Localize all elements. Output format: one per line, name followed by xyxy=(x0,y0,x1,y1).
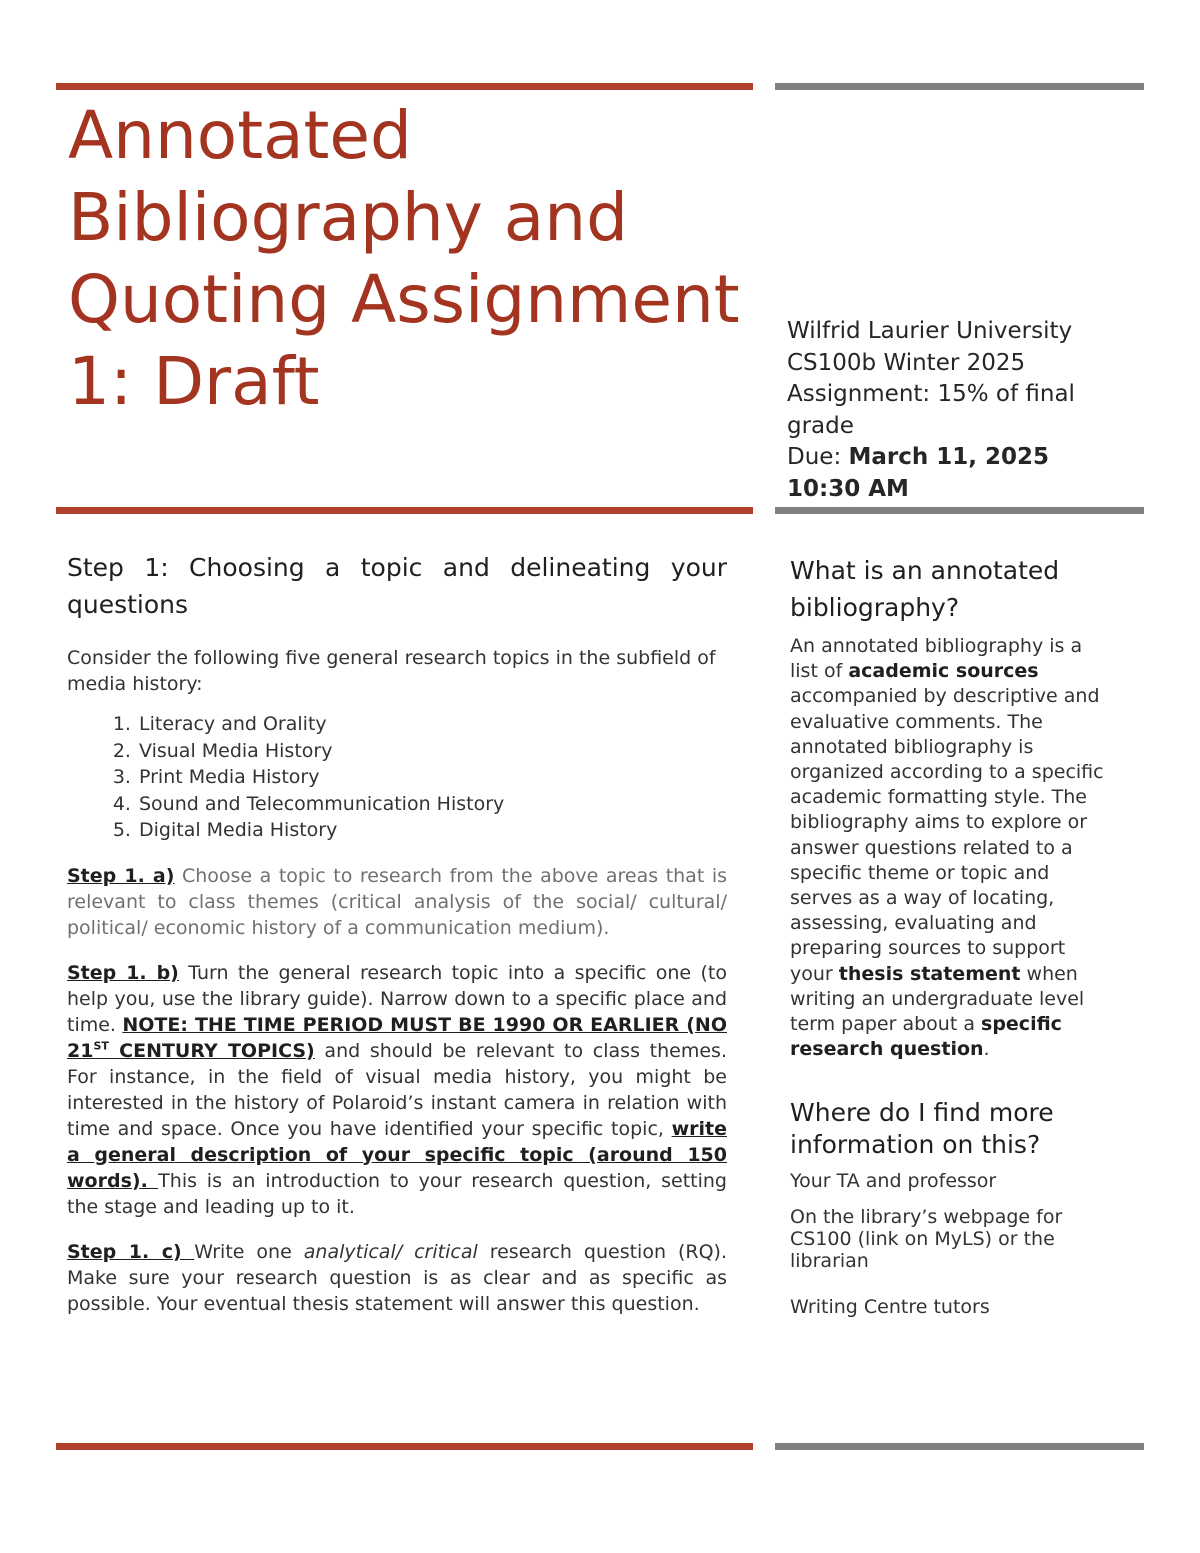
mid-rule-red xyxy=(56,507,753,514)
desc-part-3: when writing an undergraduate level term paper about a xyxy=(790,962,1085,1036)
note-superscript: ST xyxy=(93,1039,109,1053)
course-code: CS100b Winter 2025 xyxy=(787,349,1026,376)
list-item: 3. Print Media History xyxy=(137,764,727,791)
note-part-1: NOTE: THE TIME PERIOD MUST BE 1990 OR EARLIER (NO 21 xyxy=(67,1013,727,1062)
desc-part-2: accompanied by descriptive and evaluative comments. The annotated bibliography is organized according to a specific academic formatting style. The bibliography aims to explore or answer questions related to a specific theme or topic and serves as a way of locating, assessing, evaluating and preparing sources to support your xyxy=(790,685,1104,985)
sidebar-description xyxy=(790,634,1110,1062)
list-item: 5. Digital Media History xyxy=(137,817,727,844)
due-line xyxy=(787,442,1127,505)
list-item: 2. Visual Media History xyxy=(137,738,727,765)
list-item: 4. Sound and Telecommunication History xyxy=(137,791,727,818)
step-a-text: Choose a topic to research from the above areas that is relevant to class themes (critical analysis of the social/ cultural/ political/ economic history of a communication medium). xyxy=(67,864,727,939)
step-b-text-2: and should be relevant to class themes. For instance, in the field of visual media history, you might be interested in the history of Polaroid’s instant camera in relation with time and space. Once you have identified your specific topic, xyxy=(67,1039,727,1140)
topic-list xyxy=(67,711,727,844)
university-name: Wilfrid Laurier University xyxy=(787,318,1073,344)
sidebar-question-1: What is an annotated bibliography? xyxy=(790,556,1060,622)
sidebar-question-2: Where do I find more information on this? xyxy=(790,1098,1054,1159)
step-b-label: Step 1. b) xyxy=(67,961,179,984)
step-b-paragraph xyxy=(67,960,727,1220)
top-rule-red xyxy=(56,83,753,90)
description-instruction: write a general description of your specific topic (around 150 words). xyxy=(67,1117,727,1192)
course-meta xyxy=(787,316,1127,505)
desc-bold-3: specific research question xyxy=(790,1013,1062,1061)
step-c-paragraph xyxy=(67,1239,727,1317)
step-c-label: Step 1. c) xyxy=(67,1240,195,1263)
desc-bold-1: academic sources xyxy=(848,660,1039,683)
step-c-text-2: research question (RQ). Make sure your research question is as clear and as specific as possible. Your eventual thesis statement will answer this question. xyxy=(67,1240,727,1315)
info-item: Writing Centre tutors xyxy=(790,1296,990,1319)
mid-rule-gray xyxy=(775,507,1144,514)
intro-text: Consider the following five general research topics in the subfield of media history: xyxy=(67,647,716,695)
grade-weight: Assignment: 15% of final grade xyxy=(787,381,1075,439)
info-item: On the library’s webpage for CS100 (link on MyLS) or the librarian xyxy=(790,1206,1063,1273)
desc-part-1: An annotated bibliography is a list of xyxy=(790,635,1083,683)
step-a-paragraph xyxy=(67,863,727,941)
step-c-text-1: Write one xyxy=(194,1240,304,1263)
note-part-2: CENTURY TOPICS) xyxy=(108,1039,315,1062)
sidebar xyxy=(790,552,1110,1332)
step-b-text-3: This is an introduction to your research question, setting the stage and leading up to it. xyxy=(67,1169,727,1218)
bottom-rule-gray xyxy=(775,1443,1144,1450)
document-title: Annotated Bibliography and Quoting Assignment 1: Draft xyxy=(68,97,740,420)
list-item: 1. Literacy and Orality xyxy=(137,711,727,738)
bottom-rule-red xyxy=(56,1443,753,1450)
desc-part-4: . xyxy=(983,1038,990,1061)
step-c-emphasis: analytical/ critical xyxy=(303,1240,478,1263)
desc-bold-2: thesis statement xyxy=(838,962,1021,985)
step1-heading: Step 1: Choosing a topic and delineating your questions xyxy=(67,553,727,619)
top-rule-gray xyxy=(775,83,1144,90)
main-content xyxy=(67,549,727,1336)
due-label: Due: xyxy=(787,444,849,470)
due-date: March 11, 2025 10:30 AM xyxy=(787,444,1050,502)
info-item: Your TA and professor xyxy=(790,1170,997,1193)
step-a-label: Step 1. a) xyxy=(67,864,175,887)
step-b-text-1: Turn the general research topic into a specific one (to help you, use the library guide). Narrow down to a specific place and time. xyxy=(67,961,727,1036)
